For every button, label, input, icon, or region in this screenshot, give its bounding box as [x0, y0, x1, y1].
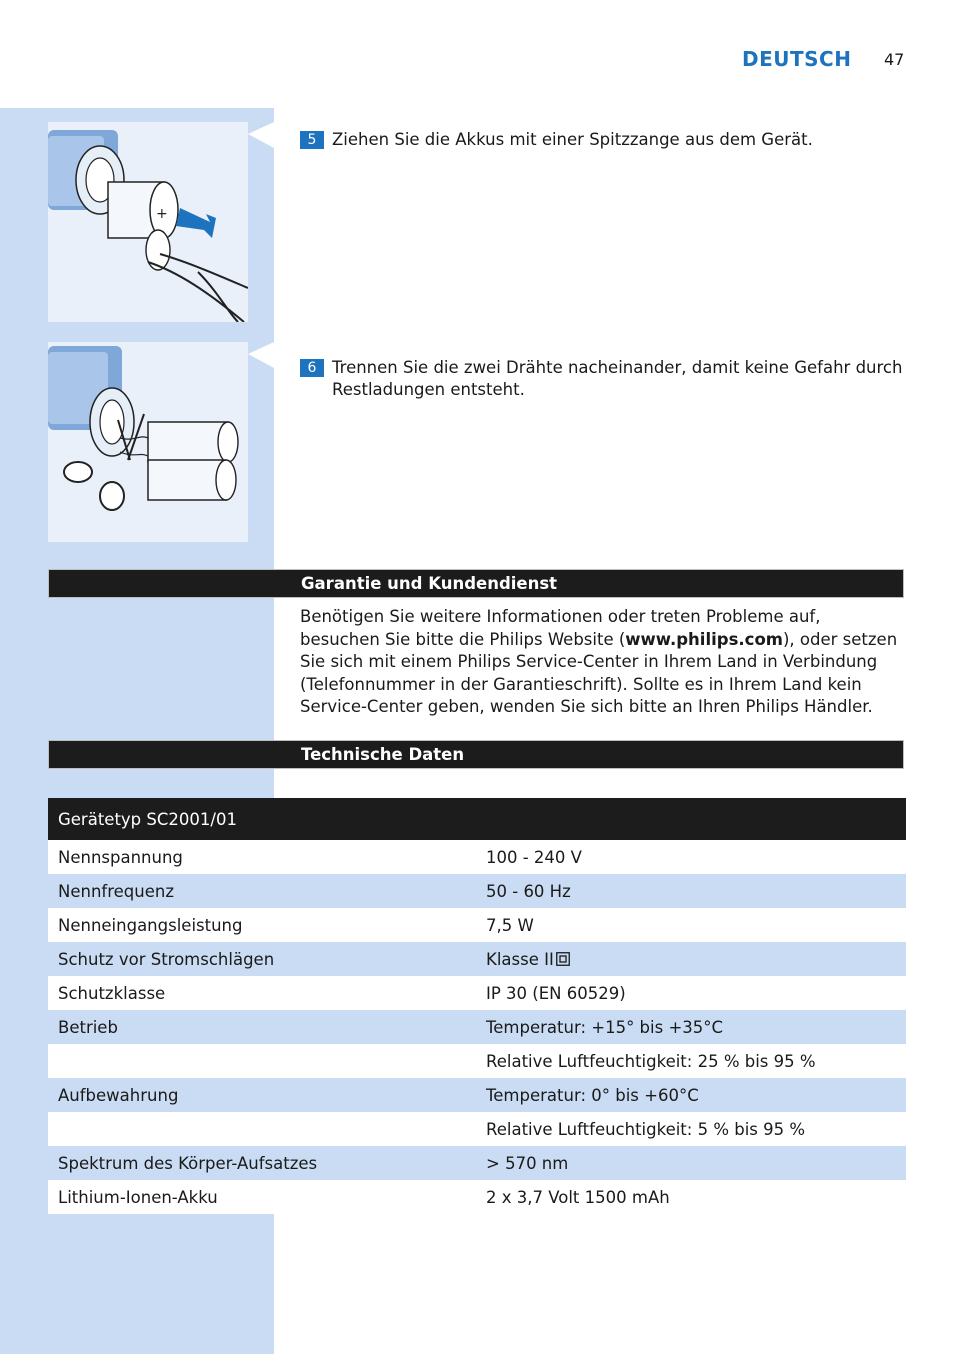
device-type: Gerätetyp SC2001/01 [58, 809, 237, 829]
step-text: Trennen Sie die zwei Drähte nacheinander, damit keine Gefahr durch Restladungen entsteht. [332, 358, 903, 399]
philips-website-link[interactable]: www.philips.com [625, 629, 783, 649]
section-title: Technische Daten [301, 745, 465, 764]
table-row [48, 976, 906, 1010]
spec-value: 2 x 3,7 Volt 1500 mAh [486, 1187, 670, 1207]
step-5 [300, 129, 904, 151]
step-6 [300, 357, 904, 401]
spec-label: Schutzklasse [58, 983, 166, 1003]
spec-label: Nennspannung [58, 847, 183, 867]
spec-label: Schutz vor Stromschlägen [58, 949, 275, 969]
spec-label [48, 1044, 476, 1078]
section-title: Garantie und Kundendienst [301, 574, 558, 593]
warranty-section-bar [48, 569, 904, 598]
table-row [48, 908, 906, 942]
scissors-wires-illustration [48, 342, 248, 542]
language-heading: DEUTSCH [742, 47, 852, 71]
svg-text:+: + [156, 206, 168, 222]
spec-table-header [48, 798, 906, 840]
spec-table [48, 798, 906, 1214]
table-row [48, 942, 906, 976]
spec-value: Temperatur: 0° bis +60°C [486, 1085, 699, 1105]
table-row [48, 1180, 906, 1214]
spec-value: Temperatur: +15° bis +35°C [486, 1017, 724, 1037]
step-number-badge: 6 [300, 359, 324, 377]
page-number: 47 [884, 50, 905, 69]
table-row [48, 1146, 906, 1180]
spec-value: IP 30 (EN 60529) [486, 983, 626, 1003]
illustration-pointer [248, 342, 274, 368]
step-number-badge: 5 [300, 131, 324, 149]
spec-label [48, 1112, 476, 1146]
spec-value-cell [476, 942, 906, 976]
spec-value: > 570 nm [486, 1153, 569, 1173]
spec-label: Lithium-Ionen-Akku [58, 1187, 218, 1207]
spec-value: Relative Luftfeuchtigkeit: 5 % bis 95 % [486, 1119, 806, 1139]
pliers-battery-illustration [48, 122, 248, 322]
illustration-pointer [248, 122, 274, 148]
warranty-text: Benötigen Sie weitere Informationen oder treten Probleme auf, besuchen Sie bitte die Philips Website ( [300, 607, 821, 649]
table-row [48, 1112, 906, 1146]
spec-value: 50 - 60 Hz [486, 881, 571, 901]
spec-value: 100 - 240 V [486, 847, 582, 867]
table-row [48, 874, 906, 908]
double-insulation-icon [556, 952, 570, 966]
table-row [48, 840, 906, 874]
spec-label: Aufbewahrung [58, 1085, 179, 1105]
spec-label: Betrieb [58, 1017, 118, 1037]
warranty-paragraph [300, 606, 904, 719]
table-row [48, 1010, 906, 1044]
spec-value: Klasse II [486, 949, 554, 969]
table-row [48, 1044, 906, 1078]
warranty-text: ), oder setzen Sie sich mit einem Philips Service-Center in Ihrem Land in Verbindung (Telefonnummer in der Garantieschrift). Sollte es in Ihrem Land kein Service-Center geben, wenden Sie sich bitte an Ihren Philips Händler. [300, 629, 898, 717]
spec-label: Spektrum des Körper-Aufsatzes [58, 1153, 318, 1173]
technical-section-bar [48, 740, 904, 769]
spec-value: 7,5 W [486, 915, 534, 935]
spec-label: Nenneingangsleistung [58, 915, 243, 935]
spec-value: Relative Luftfeuchtigkeit: 25 % bis 95 % [486, 1051, 816, 1071]
spec-label: Nennfrequenz [58, 881, 174, 901]
table-row [48, 1078, 906, 1112]
step-text: Ziehen Sie die Akkus mit einer Spitzzange aus dem Gerät. [332, 130, 813, 149]
